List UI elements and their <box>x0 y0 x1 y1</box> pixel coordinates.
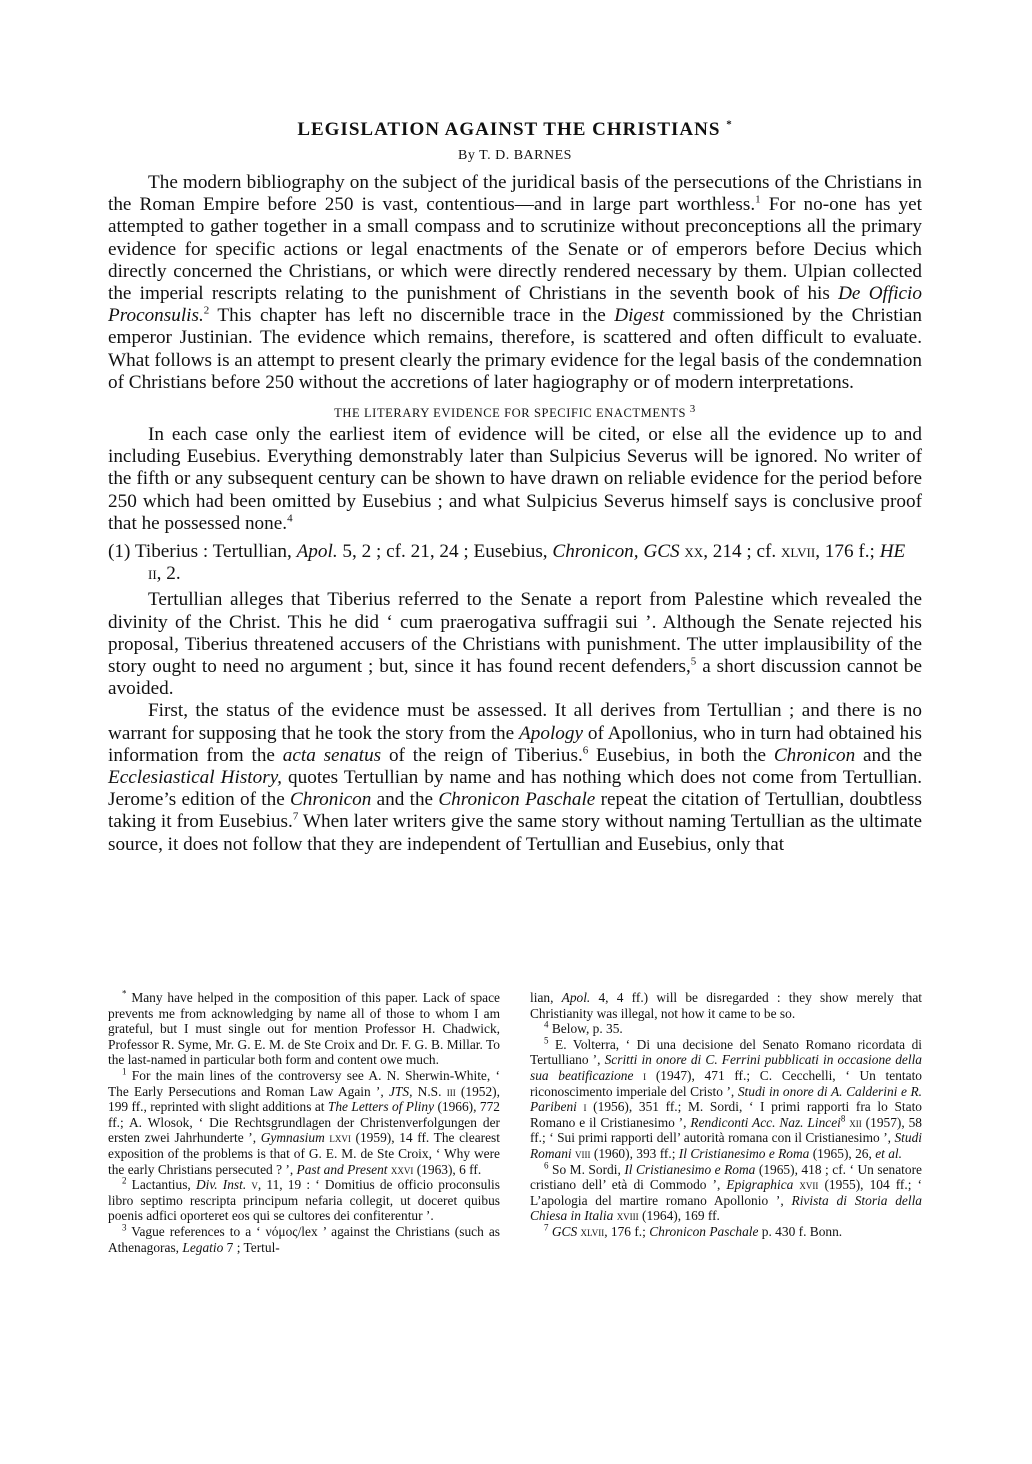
footnote-ref-1[interactable]: 1 <box>755 193 761 206</box>
intro-paragraph: The modern bibliography on the subject of the juridical basis of the persecutions of the Christians in the Roman Empire before 250 is vast, contentious—and in large part worthless.$^1$ For no-one has yet attempted to gather together in a small compass and to scrutinize without preconceptions all the primary evidence for specific actions or legal enactments of the Senate or of emperors before Decius which directly concerned the Christians, or which were directly rendered necessary by them. Ulpian collected the imperial rescripts relating to the punishment of Christians in the seventh book of his De Officio Proconsulis.$^2$ This chapter has left no discernible trace in the Digest commissioned by the Christian emperor Justinian. The evidence which remains, therefore, is scattered and often difficult to evaluate. What follows is an attempt to present clearly the primary evidence for the legal basis of the condemnation of Christians before 250 without the accretions of later hagiography or of modern interpretations. <box>108 172 922 393</box>
footnote-2: $^2$ Lactantius, Div. Inst. v, 11, 19 : ‘ Domitius de officio proconsulis libro septimo rescripta principum nefaria collegit, ut doceret quibus poenis adfici oporteret eos qui se cultores dei confiterentur ’. <box>108 1175 500 1224</box>
footnote-7: $^7$ GCS xlvii, 176 f.; Chronicon Paschale p. 430 f. Bonn. <box>544 1222 843 1239</box>
title-footnote-mark[interactable]: * <box>726 118 733 131</box>
footnote-ref-7[interactable]: 7 <box>292 811 299 824</box>
footnote-ref-2[interactable]: 2 <box>203 304 210 317</box>
footnotes-left-column <box>108 990 500 1255</box>
footnote-6: $^6$ So M. Sordi, Il Cristianesimo e Roma (1965), 418 ; cf. ‘ Un senatore cristiano dell’ età di Commodo ’, Epigraphica xvii (1955), 104 ff.; ‘ L’apologia del martire romano Apollonio ’, Rivista di Storia della Chiesa in Italia xviii (1964), 169 ff. <box>530 1160 923 1224</box>
footnote-ref-5[interactable]: 5 <box>690 655 697 668</box>
tertullian-paragraph: Tertullian alleges that Tiberius referred to the Senate a report from Palestine which revealed the divinity of the Christ. This he did ‘ cum praerogativa suffragii sui ’. Although the Senate rejected his proposal, Tiberius threatened accusers of the Christians with punishment. The utter implausibility of the story ought to need no argument ; but, since it has found recent defenders,$^5$ a short discussion cannot be avoided. <box>108 589 922 700</box>
footnote-1: $^1$ For the main lines of the controversy see A. N. Sherwin-White, ‘ The Early Persecutions and Roman Law Again ’, JTS, N.S. iii (1952), 199 ff., reprinted with slight additions at The Letters of Pliny (1966), 772 ff.; A. Wlosok, ‘ Die Rechtsgrundlagen der Christenverfolgungen der ersten zwei Jahrhunderte ’, Gymnasium lxvi (1959), 14 ff. The clearest exposition of the problems is that of G. E. M. de Ste Croix, ‘ Why were the early Christians persecuted ? ’, Past and Present xxvi (1963), 6 ff. <box>108 1066 500 1177</box>
footnote-4: $^4$ Below, p. 35. <box>544 1019 623 1037</box>
author-byline: By T. D. BARNES <box>458 148 572 163</box>
footnote-3-continued: lian, Apol. 4, 4 ff.) will be disregarded : they show merely that Christianity was illegal, not how it came to be so. <box>530 990 923 1021</box>
footnote-ref-3[interactable]: 3 <box>689 402 696 415</box>
footnote-5: $^5$ E. Volterra, ‘ Di una decisione del Senato Romano ricordata di Tertulliano ’, Scritti in onore di C. Ferrini pubblicati in occasione della sua beatificazione i (1947), 471 ff.; C. Cecchelli, ‘ Un tentato riconoscimento imperiale del Cristo ’, Studi in onore di A. Calderini e R. Paribeni i (1956), 351 ff.; M. Sordi, ‘ I primi rapporti fra lo Stato Romano e il Cristianesimo ’, Rendiconti Acc. Naz. Lincei$^8$ xii (1957), 58 ff.; ‘ Sui primi rapporti dell’ autorità romana con il Cristianesimo ’, Studi Romani viii (1960), 393 ff.; Il Cristianesimo e Roma (1965), 26, et al. <box>530 1035 923 1161</box>
footnote-ref-6[interactable]: 6 <box>582 744 589 757</box>
footnote-ref-4[interactable]: 4 <box>287 512 293 525</box>
section-paragraph: In each case only the earliest item of evidence will be cited, or else all the evidence up to and including Eusebius. Everything demonstrably later than Sulpicius Severus will be ignored. No writer of the fifth or any subsequent century can be shown to have drawn on reliable evidence for the period before 250 which had been omitted by Eusebius ; and what Sulpicius Severus himself says is conclusive proof that he possessed none.$^4$ <box>108 424 922 534</box>
footnotes-right-column <box>530 990 922 1255</box>
footnotes <box>108 990 922 1255</box>
section-heading: THE LITERARY EVIDENCE FOR SPECIFIC ENACTMENTS $^3$ <box>334 402 696 421</box>
evidence-status-paragraph: First, the status of the evidence must be assessed. It all derives from Tertullian ; and there is no warrant for supposing that he took the story from the Apology of Apollonius, who in turn had obtained his information from the acta senatus of the reign of Tiberius.$^6$ Eusebius, in both the Chronicon and the Ecclesiastical History, quotes Tertullian by name and has nothing which does not come from Tertullian. Jerome’s edition of the Chronicon and the Chronicon Paschale repeat the citation of Tertullian, doubtless taking it from Eusebius.$^7$ When later writers give the same story without naming Tertullian as the ultimate source, it does not follow that they are independent of Tertullian and Eusebius, only that <box>108 700 923 855</box>
evidence-entry-tiberius: (1) Tiberius : Tertullian, Apol. 5, 2 ; cf. 21, 24 ; Eusebius, Chronicon, GCS xx, 214 ; cf. xlvii, 176 f.; HE ii, 2. <box>108 541 906 585</box>
footnote-star: * Many have helped in the composition of this paper. Lack of space prevents me from acknowledging by name all of those to whom I am grateful, but I must single out for mention Professor H. Chadwick, Professor R. Syme, Mr. G. E. M. de Ste Croix and Dr. F. G. B. Millar. To the last-named in particular both form and content owe much. <box>108 988 500 1068</box>
article <box>108 118 922 856</box>
article-body <box>108 172 922 856</box>
footnote-3: $^3$ Vague references to a ‘ νόμος/lex ’ against the Christians (such as Athenagoras, Legatio 7 ; Tertul- <box>108 1222 500 1255</box>
article-title: LEGISLATION AGAINST THE CHRISTIANS * <box>297 118 733 140</box>
